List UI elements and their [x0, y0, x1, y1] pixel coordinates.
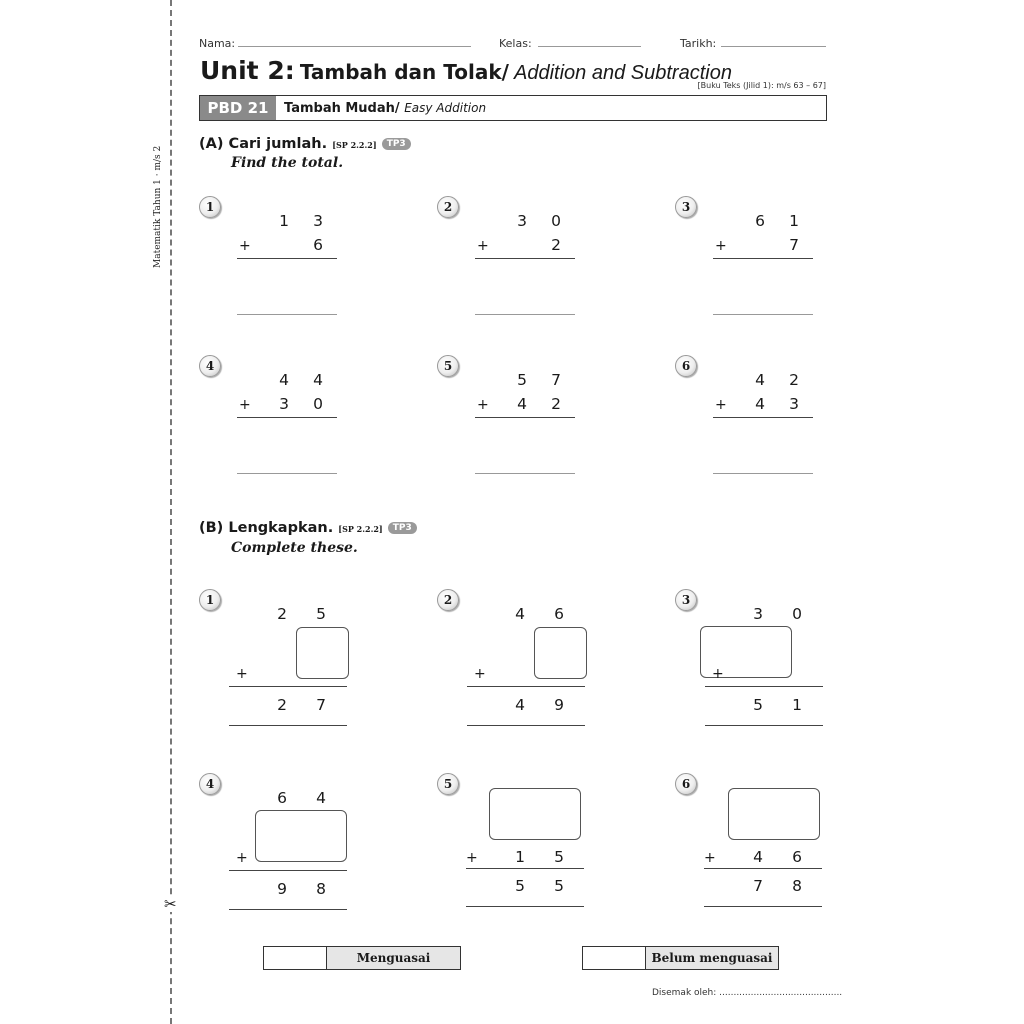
- section-b-heading: [199, 520, 417, 536]
- class-field[interactable]: [538, 46, 641, 47]
- tens-digit: 4: [753, 848, 763, 866]
- plus-sign: +: [477, 238, 489, 254]
- sum-line: [229, 686, 347, 687]
- section-a-problem: [199, 196, 349, 336]
- pbd-title-ms: Tambah Mudah/: [284, 101, 400, 116]
- sum-line: [467, 686, 585, 687]
- unit-title-en: Addition and Subtraction: [514, 62, 732, 84]
- ones-digit: 3: [789, 395, 799, 413]
- cut-line: [170, 0, 172, 1024]
- pbd-banner: [199, 95, 827, 121]
- plus-sign: +: [239, 397, 251, 413]
- mastered-box: [263, 946, 461, 970]
- sum-line: [466, 868, 584, 869]
- unit-number: Unit 2:: [200, 56, 295, 85]
- side-reference-text: Matematik Tahun 1 · m/s 2: [153, 145, 163, 268]
- date-field[interactable]: [721, 46, 826, 47]
- not-mastered-box: [582, 946, 779, 970]
- tens-digit: 6: [277, 789, 287, 807]
- tens-digit: 5: [517, 371, 527, 389]
- problem-number: 2: [437, 589, 459, 611]
- tens-digit: 4: [517, 395, 527, 413]
- plus-sign: +: [239, 238, 251, 254]
- ones-digit: 8: [316, 880, 326, 898]
- tens-digit: 4: [515, 696, 525, 714]
- problem-number: 1: [199, 589, 221, 611]
- checked-by: Disemak oleh: ...........................................: [652, 988, 843, 998]
- name-field[interactable]: [238, 46, 471, 47]
- ones-digit: 2: [551, 236, 561, 254]
- answer-line[interactable]: [475, 473, 575, 474]
- ones-digit: 1: [792, 696, 802, 714]
- answer-line[interactable]: [475, 314, 575, 315]
- answer-line[interactable]: [237, 473, 337, 474]
- section-b-problem: [675, 589, 835, 749]
- tens-digit: 4: [755, 371, 765, 389]
- mastered-label: Menguasai: [327, 947, 460, 969]
- page-title: [200, 56, 732, 85]
- sum-line: [705, 686, 823, 687]
- problem-number: 3: [675, 589, 697, 611]
- answer-box[interactable]: [296, 627, 349, 679]
- section-b-subtitle: Complete these.: [231, 540, 358, 556]
- problem-number: 5: [437, 355, 459, 377]
- plus-sign: +: [466, 850, 478, 866]
- answer-box[interactable]: [534, 627, 587, 679]
- tens-digit: 4: [755, 395, 765, 413]
- ones-digit: 0: [551, 212, 561, 230]
- sum-line: [229, 870, 347, 871]
- section-a-letter: (A): [199, 136, 224, 152]
- problem-number: 1: [199, 196, 221, 218]
- ones-digit: 5: [554, 848, 564, 866]
- date-label: Tarikh:: [680, 37, 717, 50]
- ones-digit: 0: [313, 395, 323, 413]
- pbd-tag: PBD 21: [200, 96, 276, 120]
- problem-number: 4: [199, 355, 221, 377]
- class-label: Kelas:: [499, 37, 532, 50]
- plus-sign: +: [712, 666, 724, 682]
- section-b-tp-badge: TP3: [388, 522, 417, 534]
- section-a-problem: [437, 355, 587, 495]
- result-line: [229, 909, 347, 910]
- name-label: Nama:: [199, 37, 236, 50]
- section-b-problem: [199, 773, 359, 933]
- pbd-title-en: Easy Addition: [404, 101, 487, 115]
- section-b-letter: (B): [199, 520, 224, 536]
- section-b-sp: [SP 2.2.2]: [338, 524, 383, 534]
- result-line: [705, 725, 823, 726]
- sum-line: [713, 258, 813, 259]
- plus-sign: +: [715, 397, 727, 413]
- section-a-subtitle: Find the total.: [231, 155, 344, 171]
- pbd-title: [284, 96, 486, 121]
- ones-digit: 6: [313, 236, 323, 254]
- ones-digit: 4: [313, 371, 323, 389]
- result-line: [704, 906, 822, 907]
- tens-digit: 3: [279, 395, 289, 413]
- ones-digit: 7: [316, 696, 326, 714]
- not-mastered-checkbox[interactable]: [583, 947, 646, 969]
- tens-digit: 1: [515, 848, 525, 866]
- sum-line: [237, 258, 337, 259]
- section-b-problem: [675, 773, 835, 933]
- tens-digit: 5: [753, 696, 763, 714]
- ones-digit: 4: [316, 789, 326, 807]
- sum-line: [475, 258, 575, 259]
- problem-number: 6: [675, 773, 697, 795]
- ones-digit: 0: [792, 605, 802, 623]
- tens-digit: 7: [753, 877, 763, 895]
- ones-digit: 7: [551, 371, 561, 389]
- sum-line: [237, 417, 337, 418]
- ones-digit: 1: [789, 212, 799, 230]
- not-mastered-label: Belum menguasai: [646, 947, 778, 969]
- tens-digit: 2: [277, 696, 287, 714]
- ones-digit: 8: [792, 877, 802, 895]
- section-b-problem: [199, 589, 359, 749]
- mastered-checkbox[interactable]: [264, 947, 327, 969]
- section-b-problem: [437, 589, 597, 749]
- tens-digit: 3: [517, 212, 527, 230]
- textbook-reference: [Buku Teks (Jilid 1): m/s 63 – 67]: [697, 81, 826, 90]
- section-a-heading: [199, 136, 411, 152]
- section-b-title: Lengkapkan.: [228, 520, 334, 536]
- plus-sign: +: [474, 666, 486, 682]
- sum-line: [475, 417, 575, 418]
- ones-digit: 6: [554, 605, 564, 623]
- tens-digit: 1: [279, 212, 289, 230]
- ones-digit: 2: [789, 371, 799, 389]
- result-line: [466, 906, 584, 907]
- tens-digit: 4: [515, 605, 525, 623]
- plus-sign: +: [477, 397, 489, 413]
- ones-digit: 3: [313, 212, 323, 230]
- plus-sign: +: [236, 850, 248, 866]
- plus-sign: +: [704, 850, 716, 866]
- sum-line: [713, 417, 813, 418]
- unit-title-ms: Tambah dan Tolak/: [299, 60, 509, 84]
- section-a-sp: [SP 2.2.2]: [332, 140, 377, 150]
- section-a-problem: [675, 196, 825, 336]
- section-a-title: Cari jumlah.: [228, 136, 328, 152]
- section-a-tp-badge: TP3: [382, 138, 411, 150]
- ones-digit: 6: [792, 848, 802, 866]
- section-a-problem: [199, 355, 349, 495]
- sum-line: [704, 868, 822, 869]
- answer-line[interactable]: [713, 314, 813, 315]
- ones-digit: 2: [551, 395, 561, 413]
- answer-line[interactable]: [237, 314, 337, 315]
- problem-number: 3: [675, 196, 697, 218]
- answer-box[interactable]: [255, 810, 347, 862]
- tens-digit: 9: [277, 880, 287, 898]
- answer-box[interactable]: [728, 788, 820, 840]
- section-a-problem: [675, 355, 825, 495]
- result-line: [467, 725, 585, 726]
- problem-number: 4: [199, 773, 221, 795]
- problem-number: 6: [675, 355, 697, 377]
- answer-line[interactable]: [713, 473, 813, 474]
- problem-number: 2: [437, 196, 459, 218]
- ones-digit: 5: [316, 605, 326, 623]
- tens-digit: 4: [279, 371, 289, 389]
- tens-digit: 6: [755, 212, 765, 230]
- section-b-problem: [437, 773, 597, 933]
- ones-digit: 5: [554, 877, 564, 895]
- tens-digit: 3: [753, 605, 763, 623]
- tens-digit: 5: [515, 877, 525, 895]
- scissors-icon: ✂: [164, 895, 177, 913]
- ones-digit: 7: [789, 236, 799, 254]
- plus-sign: +: [236, 666, 248, 682]
- result-line: [229, 725, 347, 726]
- ones-digit: 9: [554, 696, 564, 714]
- plus-sign: +: [715, 238, 727, 254]
- problem-number: 5: [437, 773, 459, 795]
- section-a-problem: [437, 196, 587, 336]
- tens-digit: 2: [277, 605, 287, 623]
- answer-box[interactable]: [489, 788, 581, 840]
